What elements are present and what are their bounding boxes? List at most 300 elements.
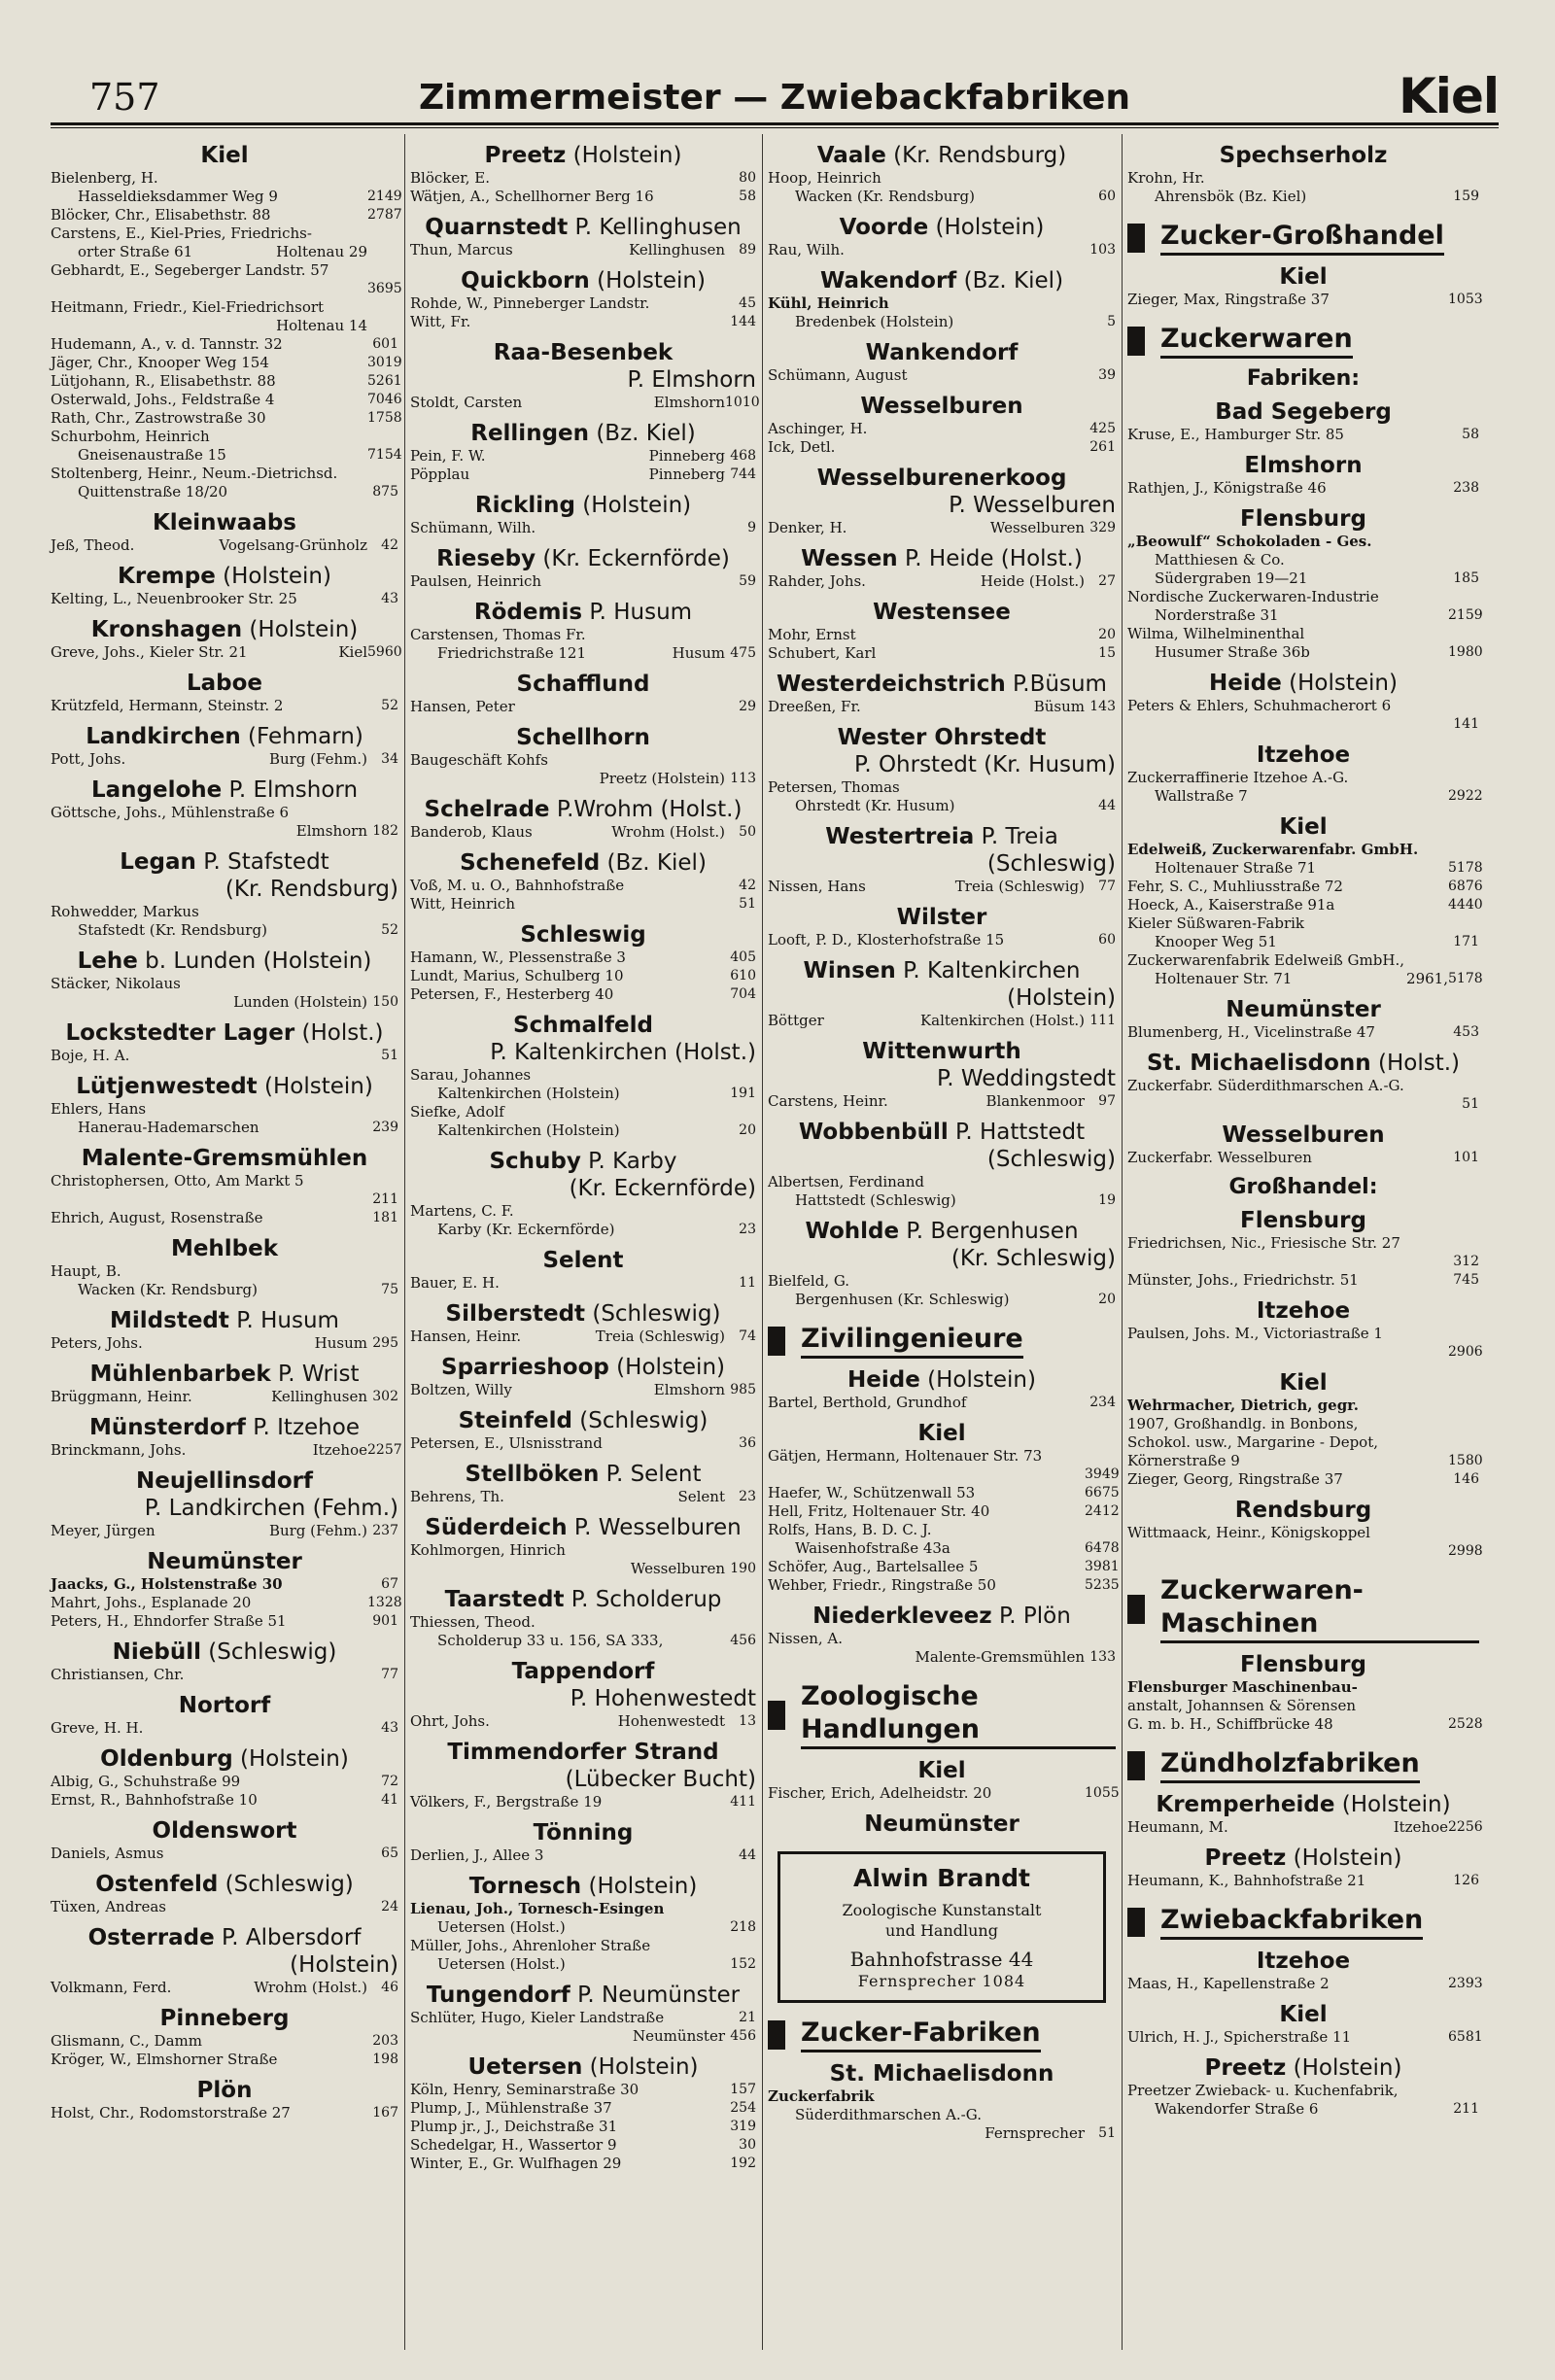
place-heading — [1127, 1791, 1479, 1818]
directory-entry — [51, 1719, 398, 1738]
place-suffix: (Holstein) — [1286, 1845, 1402, 1871]
place-heading — [1127, 813, 1479, 841]
entry-name: Zuckerfabr. Wesselburen — [1127, 1149, 1312, 1166]
directory-entry — [410, 2136, 756, 2155]
directory-entry — [51, 1209, 398, 1227]
entry-phone: 157 — [730, 2082, 756, 2097]
directory-entry — [768, 2106, 1116, 2124]
entry-phone: 985 — [730, 1382, 756, 1397]
directory-entry — [410, 1202, 756, 1221]
place-heading — [768, 1811, 1116, 1838]
entry-name: Brinckmann, Johs. — [51, 1441, 187, 1459]
entry-name: Ernst, R., Bahnhofstraße 10 — [51, 1791, 258, 1809]
place-suffix: (Holstein) — [575, 493, 692, 518]
entry-phone: 238 — [1453, 480, 1479, 496]
place-name: Mehlbek — [170, 1236, 279, 1261]
place-suffix: b. Lunden (Holstein) — [137, 949, 372, 974]
place-heading — [1127, 996, 1479, 1023]
directory-entry — [410, 1918, 756, 1937]
entry-phone: 51 — [1462, 1096, 1479, 1112]
place-heading — [51, 1638, 398, 1666]
entry-phone: 141 — [1453, 716, 1479, 732]
entry-phone: 185 — [1453, 570, 1479, 586]
entry-phone: 171 — [1453, 934, 1479, 949]
entry-name: Blöcker, Chr., Elisabethstr. 88 — [51, 206, 271, 224]
place-name: Flensburg — [1240, 506, 1366, 532]
entry-phone: 42 — [739, 878, 756, 893]
directory-entry — [51, 1791, 398, 1810]
directory-entry — [768, 1558, 1120, 1576]
section-heading — [1127, 1747, 1479, 1783]
directory-entry — [1127, 859, 1483, 878]
entry-phone: 51 — [1098, 2125, 1116, 2141]
entry-name: Friedrichsen, Nic., Friesische Str. 27 — [1127, 1234, 1400, 1252]
entry-name: Krohn, Hr. — [1127, 169, 1205, 187]
place-heading — [410, 1739, 756, 1793]
place-name: Krempe — [118, 564, 216, 589]
entry-phone: 41 — [381, 1792, 398, 1808]
place-name: Bad Segeberg — [1215, 399, 1392, 425]
place-suffix: (Holstein) — [581, 1874, 698, 1899]
entry-name: Paulsen, Heinrich — [410, 572, 542, 590]
directory-entry — [1127, 1397, 1479, 1415]
section-heading — [1127, 220, 1479, 256]
entry-phone: 190 — [730, 1561, 756, 1576]
place-heading — [768, 267, 1116, 294]
place-name: Westertreia — [825, 824, 975, 849]
directory-entry — [1127, 188, 1479, 206]
entry-name: Thiessen, Theod. — [410, 1613, 536, 1631]
directory-entry — [410, 294, 756, 313]
place-suffix: (Schleswig) — [218, 1872, 354, 1897]
entry-phone: 1055 — [1085, 1785, 1120, 1801]
place-name: Osterrade — [87, 1925, 215, 1950]
directory-entry — [1127, 914, 1479, 933]
directory-entry — [1127, 1678, 1479, 1697]
place-heading — [410, 1300, 756, 1328]
entry-phone: 42 — [381, 537, 398, 553]
entry-location: Malente-Gremsmühlen — [915, 1648, 1085, 1666]
directory-entry — [1127, 426, 1479, 444]
place-heading — [410, 142, 756, 169]
directory-entry — [51, 409, 402, 428]
place-heading — [51, 776, 398, 804]
entry-phone: 58 — [1462, 427, 1479, 442]
place-heading — [410, 420, 756, 447]
place-suffix: (Fehmarn) — [240, 724, 363, 749]
section-marker — [1127, 327, 1145, 356]
entry-name: Fischer, Erich, Adelheidstr. 20 — [768, 1784, 992, 1802]
entry-name: Preetzer Zwieback- u. Kuchenfabrik, — [1127, 2082, 1399, 2099]
directory-entry — [768, 1173, 1116, 1191]
place-suffix: (Kr. Eckernförde) — [536, 546, 730, 571]
place-suffix: (Holstein) — [566, 143, 682, 168]
place-name: Süderdeich — [425, 1515, 568, 1540]
directory-entry — [410, 1793, 756, 1811]
section-title: Zucker-Fabriken — [801, 2017, 1041, 2052]
directory-entry — [51, 1773, 398, 1791]
entry-phone: 2998 — [1448, 1543, 1483, 1559]
entry-name: Wakendorfer Straße 6 — [1155, 2100, 1319, 2118]
entry-name: Pott, Johs. — [51, 750, 126, 768]
entry-name: Peters, Johs. — [51, 1334, 143, 1352]
place-suffix: (Holstein) — [589, 268, 706, 293]
place-name: Quickborn — [461, 268, 590, 293]
entry-name: Wilma, Wilhelminenthal — [1127, 625, 1305, 642]
directory-entry — [1127, 1433, 1479, 1452]
entry-name: Matthiesen & Co. — [1155, 551, 1285, 569]
place-line2: P. Landkirchen (Fehm.) — [144, 1496, 398, 1521]
place-name: Vaale — [816, 143, 886, 168]
directory-entry — [1127, 1234, 1479, 1253]
entry-phone: 67 — [381, 1576, 398, 1592]
place-line2: (Kr. Rendsburg) — [225, 877, 398, 902]
entry-name: Blumenberg, H., Vicelinstraße 47 — [1127, 1023, 1375, 1041]
entry-phone: 20 — [1098, 627, 1116, 642]
place-heading — [768, 1420, 1116, 1447]
entry-phone: 239 — [372, 1120, 398, 1135]
directory-entry — [768, 519, 1116, 537]
entry-phone: 4440 — [1448, 897, 1483, 913]
entry-phone: 167 — [372, 2105, 398, 2121]
place-suffix: P. Albersdorf — [214, 1925, 362, 1950]
entry-phone: 203 — [372, 2033, 398, 2049]
entry-phone: 19 — [1098, 1192, 1116, 1208]
directory-entry — [410, 1900, 756, 1918]
directory-entry — [51, 1522, 398, 1540]
directory-entry — [768, 1012, 1116, 1030]
entry-phone: 44 — [739, 1847, 756, 1863]
directory-entry — [410, 188, 756, 206]
directory-entry — [768, 644, 1116, 663]
directory-entry — [768, 1521, 1116, 1539]
entry-phone: 181 — [372, 1210, 398, 1225]
entry-phone: 261 — [1089, 439, 1116, 455]
page-header — [51, 68, 1499, 128]
entry-name: Osterwald, Johs., Feldstraße 4 — [51, 391, 275, 408]
entry-phone: 3019 — [367, 355, 402, 370]
directory-entry — [1127, 878, 1483, 896]
place-name: Rellingen — [470, 421, 590, 446]
entry-phone: 5178 — [1448, 860, 1483, 876]
place-heading — [768, 1757, 1116, 1784]
entry-name: Dreeßen, Fr. — [768, 698, 861, 715]
entry-phone: 152 — [730, 1956, 756, 1972]
entry-phone: 901 — [372, 1613, 398, 1629]
place-suffix: P. Bergenhusen — [899, 1219, 1079, 1244]
entry-phone: 23 — [739, 1489, 756, 1504]
directory-entry — [410, 626, 756, 644]
place-heading — [51, 616, 398, 643]
directory-entry — [410, 1632, 756, 1650]
directory-entry — [1127, 2082, 1479, 2100]
entry-phone: 24 — [381, 1899, 398, 1914]
place-name: Taarstedt — [444, 1587, 565, 1612]
place-name: Laboe — [186, 671, 263, 696]
directory-entry — [1127, 533, 1479, 551]
entry-phone: 72 — [381, 1774, 398, 1789]
entry-location: Treia (Schleswig) — [954, 878, 1085, 895]
entry-name: Zuckerwarenfabrik Edelweiß GmbH., — [1127, 951, 1404, 969]
place-heading — [1127, 1207, 1479, 1234]
entry-phone: 113 — [730, 771, 756, 786]
place-name: Voorde — [839, 215, 929, 240]
entry-phone: 1758 — [367, 410, 402, 426]
place-name: Kiel — [1279, 1370, 1328, 1396]
entry-name: Pein, F. W. — [410, 447, 486, 465]
entry-phone: 39 — [1098, 367, 1116, 383]
entry-phone: 601 — [372, 336, 398, 352]
entry-name: Kröger, W., Elmshorner Straße — [51, 2051, 278, 2068]
directory-entry — [51, 993, 398, 1012]
entry-name: Haefer, W., Schützenwall 53 — [768, 1484, 976, 1501]
entry-phone: 211 — [372, 1191, 398, 1207]
entry-name: Plump, J., Mühlenstraße 37 — [410, 2099, 612, 2117]
entry-phone: 6675 — [1085, 1485, 1120, 1500]
entry-phone: 610 — [730, 968, 756, 983]
directory-entry — [51, 372, 402, 391]
place-heading — [410, 1982, 756, 2009]
section-marker — [768, 1701, 785, 1730]
entry-name: Denker, H. — [768, 519, 847, 536]
place-suffix: (Schleswig) — [571, 1408, 708, 1433]
entry-name: Paulsen, Johs. M., Victoriastraße 1 — [1127, 1325, 1383, 1342]
place-heading — [410, 1873, 756, 1900]
entry-name: Kaltenkirchen (Holstein) — [437, 1121, 620, 1139]
directory-entry — [51, 1898, 398, 1916]
place-name: Kiel — [200, 143, 249, 168]
entry-name: Wehber, Friedr., Ringstraße 50 — [768, 1576, 996, 1594]
entry-phone: 218 — [730, 1919, 756, 1935]
entry-location: Kellinghusen — [629, 241, 725, 259]
place-heading — [51, 1019, 398, 1047]
place-heading — [410, 599, 756, 626]
place-name: St. Michaelisdonn — [829, 2061, 1054, 2087]
directory-entry — [768, 797, 1116, 815]
entry-location: Elmshorn — [653, 1381, 725, 1398]
entry-location: Heide (Holst.) — [980, 572, 1085, 590]
directory-entry — [410, 2027, 756, 2046]
place-name: Oldenburg — [100, 1746, 233, 1772]
entry-phone: 101 — [1453, 1150, 1479, 1165]
entry-phone: 51 — [739, 896, 756, 912]
directory-entry — [768, 778, 1116, 797]
entry-phone: 103 — [1089, 242, 1116, 258]
entry-name: Aschinger, H. — [768, 420, 868, 437]
place-heading — [51, 1871, 398, 1898]
directory-entry — [768, 1272, 1116, 1291]
directory-entry — [51, 1281, 398, 1299]
place-heading — [410, 1514, 756, 1541]
directory-entry — [51, 921, 398, 940]
place-heading — [768, 599, 1116, 626]
entry-location: Kiel — [338, 643, 367, 661]
entry-name: Quittenstraße 18/20 — [78, 483, 228, 500]
place-suffix: (Holstein) — [1281, 671, 1398, 696]
directory-entry — [51, 483, 398, 501]
entry-name: Stäcker, Nikolaus — [51, 975, 181, 992]
place-suffix: (Bz. Kiel) — [956, 268, 1064, 293]
entry-phone: 74 — [739, 1328, 756, 1344]
place-suffix: (Holstein) — [919, 1367, 1036, 1393]
directory-entry — [1127, 1149, 1479, 1167]
place-name: Itzehoe — [1256, 1298, 1351, 1324]
place-suffix: (Holstein) — [215, 564, 331, 589]
entry-name: Nordische Zuckerwaren-Industrie — [1127, 588, 1379, 605]
entry-name: Kruse, E., Hamburger Str. 85 — [1127, 426, 1344, 443]
directory-entry — [51, 975, 398, 993]
entry-location: Wrohm (Holst.) — [611, 823, 725, 841]
entry-name: Holtenauer Straße 71 — [1155, 859, 1317, 877]
entry-name: Thun, Marcus — [410, 241, 513, 259]
entry-name: Rath, Chr., Zastrowstraße 30 — [51, 409, 266, 427]
entry-phone: 52 — [381, 698, 398, 713]
directory-entry — [51, 590, 398, 608]
entry-name: Hamann, W., Plessenstraße 3 — [410, 949, 626, 966]
entry-name: Albertsen, Ferdinand — [768, 1173, 924, 1190]
entry-phone: 7046 — [367, 392, 402, 407]
directory-entry — [410, 1274, 756, 1293]
place-name: Oldenswort — [152, 1818, 297, 1844]
place-name: Timmendorfer Strand — [447, 1740, 719, 1765]
place-suffix: (Holst.) — [294, 1020, 384, 1046]
place-name: Tungendorf — [426, 1983, 570, 2008]
entry-phone: 2149 — [367, 189, 402, 204]
place-line2: P. Wesselburen — [949, 493, 1116, 518]
entry-phone: 3981 — [1085, 1559, 1120, 1574]
entry-name: Witt, Heinrich — [410, 895, 515, 913]
directory-entry — [51, 1441, 402, 1460]
entry-name: Gätjen, Hermann, Holtenauer Str. 73 — [768, 1447, 1043, 1465]
place-name: Schelrade — [424, 797, 550, 822]
place-name: Quarnstedt — [425, 215, 569, 240]
place-heading — [768, 1603, 1116, 1630]
directory-entry — [51, 1172, 398, 1190]
directory-entry — [1127, 169, 1479, 188]
place-name: Niederkleveez — [812, 1604, 992, 1629]
entry-phone: 20 — [739, 1122, 756, 1138]
entry-name: Jeß, Theod. — [51, 536, 135, 554]
directory-entry — [51, 1979, 398, 1997]
entry-phone: 89 — [739, 242, 756, 258]
entry-name: Flensburger Maschinenbau- — [1127, 1678, 1358, 1696]
directory-entry — [768, 1576, 1120, 1595]
entry-phone: 319 — [730, 2119, 756, 2134]
place-name: Tappendorf — [511, 1659, 655, 1684]
place-heading — [768, 904, 1116, 931]
place-heading — [768, 393, 1116, 420]
entry-phone: 97 — [1098, 1093, 1116, 1109]
directory-entry — [51, 804, 398, 822]
entry-name: Carstens, Heinr. — [768, 1092, 888, 1110]
entry-name: Martens, C. F. — [410, 1202, 514, 1220]
entry-location: Husum — [314, 1334, 367, 1352]
section-marker — [1127, 1908, 1145, 1937]
place-name: Schafflund — [516, 672, 650, 697]
entry-name: Blöcker, E. — [410, 169, 490, 187]
entry-name: Stafstedt (Kr. Rendsburg) — [78, 921, 267, 939]
place-name: Kremperheide — [1156, 1792, 1335, 1817]
directory-entry — [410, 2009, 756, 2027]
entry-name: Gneisenaustraße 15 — [78, 446, 226, 464]
place-name: Rieseby — [436, 546, 536, 571]
entry-name: Müller, Johs., Ahrenloher Straße — [410, 1937, 651, 1954]
place-name: Rödemis — [473, 600, 583, 625]
entry-name: Hoeck, A., Kaiserstraße 91a — [1127, 896, 1335, 914]
entry-name: Hanerau-Hademarschen — [78, 1119, 259, 1136]
entry-phone: 1580 — [1448, 1453, 1483, 1468]
entry-name: Fehr, S. C., Muhliusstraße 72 — [1127, 878, 1343, 895]
entry-phone: 27 — [1098, 573, 1116, 589]
entry-phone: 6876 — [1448, 879, 1483, 894]
place-line2: P. Elmshorn — [627, 367, 756, 393]
entry-name: Bredenbek (Holstein) — [795, 313, 954, 330]
entry-phone: 77 — [1098, 879, 1116, 894]
subheading: Großhandel: — [1228, 1175, 1378, 1199]
entry-name: Zuckerraffinerie Itzehoe A.-G. — [1127, 769, 1349, 786]
place-heading — [1127, 452, 1479, 479]
entry-phone: 144 — [730, 314, 756, 329]
place-suffix: P. Wesselburen — [567, 1515, 742, 1540]
place-heading — [51, 1924, 398, 1979]
directory-entry — [410, 770, 756, 788]
entry-name: Bartel, Berthold, Grundhof — [768, 1394, 967, 1411]
entry-location: Kellinghusen — [271, 1388, 367, 1405]
directory-entry — [410, 1328, 756, 1346]
entry-name: Knooper Weg 51 — [1155, 933, 1277, 950]
entry-name: Voß, M. u. O., Bahnhofstraße — [410, 877, 625, 894]
directory-entry — [1127, 970, 1483, 988]
entry-name: Hattstedt (Schleswig) — [795, 1191, 956, 1209]
place-heading — [768, 1218, 1116, 1272]
entry-phone: 21 — [739, 2010, 756, 2025]
directory-entry — [410, 241, 756, 259]
place-heading — [768, 823, 1116, 878]
entry-name: Petersen, Thomas — [768, 778, 900, 796]
directory-entry — [1127, 606, 1483, 625]
entry-phone: 2393 — [1448, 1976, 1483, 1991]
directory-entry — [410, 2081, 756, 2099]
section-marker — [1127, 1751, 1145, 1780]
entry-location: Elmshorn — [653, 394, 725, 411]
entry-name: Friedrichstraße 121 — [437, 644, 587, 662]
entry-phone: 65 — [381, 1845, 398, 1861]
place-suffix: P. Elmshorn — [222, 777, 359, 803]
place-name: Selent — [542, 1248, 624, 1273]
place-name: Wankendorf — [865, 340, 1019, 365]
entry-name: Behrens, Th. — [410, 1488, 504, 1505]
entry-phone: 52 — [381, 922, 398, 938]
entry-name: Meyer, Jürgen — [51, 1522, 156, 1539]
directory-entry — [768, 572, 1116, 591]
entry-name: 1907, Großhandlg. in Bonbons, — [1127, 1415, 1359, 1432]
entry-location: Pinneberg — [648, 447, 725, 465]
entry-phone: 43 — [381, 1720, 398, 1736]
directory-entry — [768, 438, 1116, 457]
entry-name: Völkers, F., Bergstraße 19 — [410, 1793, 603, 1811]
entry-phone: 77 — [381, 1667, 398, 1682]
directory-entry — [51, 1612, 398, 1631]
ad-phone: Fernsprecher 1084 — [857, 1972, 1026, 1990]
entry-location: Itzehoe — [1393, 1818, 1448, 1836]
place-name: Wilster — [896, 905, 987, 930]
entry-name: Uetersen (Holst.) — [437, 1918, 566, 1936]
directory-entry — [1127, 1271, 1479, 1290]
place-line2: (Holstein) — [290, 1952, 398, 1978]
place-name: Kiel — [917, 1421, 966, 1446]
entry-name: Holst, Chr., Rodomstorstraße 27 — [51, 2104, 291, 2121]
place-name: Neumünster — [1226, 997, 1381, 1022]
